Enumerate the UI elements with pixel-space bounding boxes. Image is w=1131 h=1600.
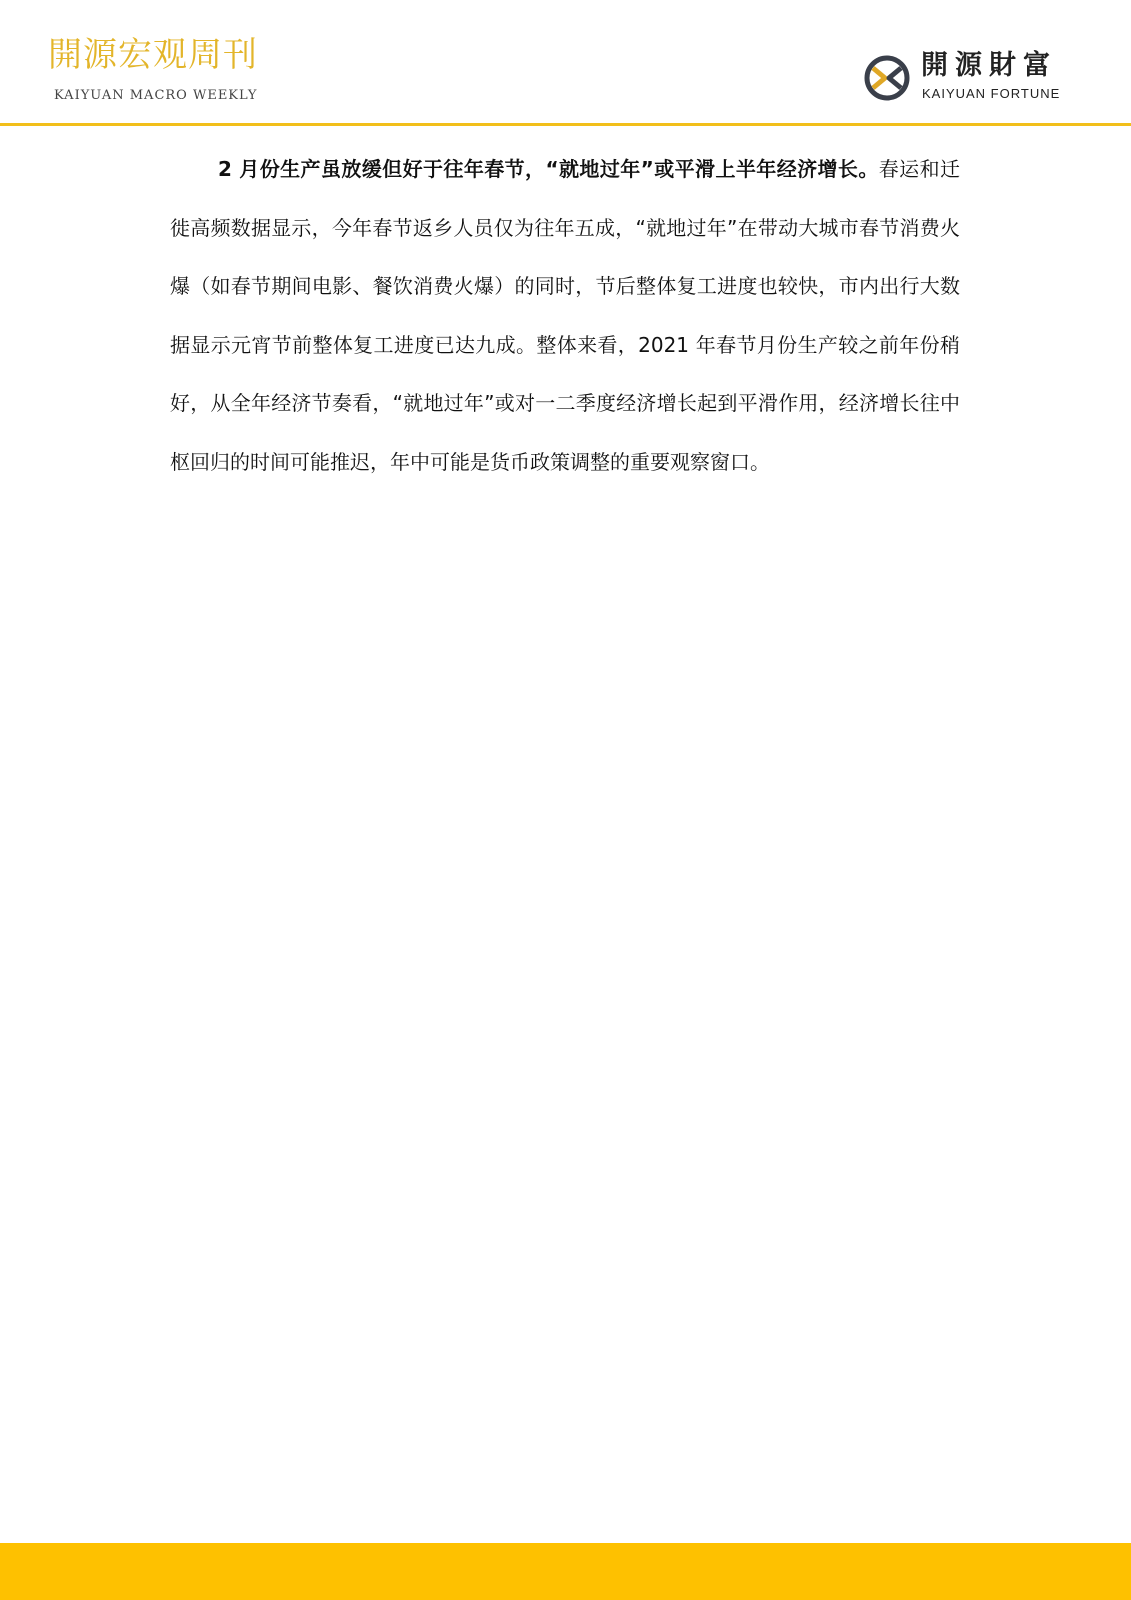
kaiyuan-fortune-logo	[863, 50, 1083, 106]
body-paragraph	[170, 140, 960, 491]
page-header	[0, 0, 1131, 126]
logo-english-text: KAIYUAN FORTUNE	[922, 86, 1061, 101]
publication-title: 開源宏观周刊	[48, 35, 258, 75]
footer-band	[0, 1543, 1131, 1600]
logo-chinese-text: 開源財富	[921, 50, 1057, 81]
header-divider	[0, 123, 1131, 126]
paragraph-lead-sentence: 2 月份生产虽放缓但好于往年春节，“就地过年”或平滑上半年经济增长。	[218, 157, 879, 181]
logo-mark-icon	[863, 54, 911, 102]
paragraph-body-text: 春运和迁徙高频数据显示，今年春节返乡人员仅为往年五成，“就地过年”在带动大城市春节消费火爆（如春节期间电影、餐饮消费火爆）的同时，节后整体复工进度也较快，市内出行大数据显示元宵节前整体复工进度已达九成。整体来看，2021 年春节月份生产较之前年份稍好，从全年经济节奏看，“就地过年”或对一二季度经济增长起到平滑作用，经济增长往中枢回归的时间可能推迟，年中可能是货币政策调整的重要观察窗口。	[170, 157, 961, 474]
publication-subtitle: KAIYUAN MACRO WEEKLY	[54, 88, 258, 103]
